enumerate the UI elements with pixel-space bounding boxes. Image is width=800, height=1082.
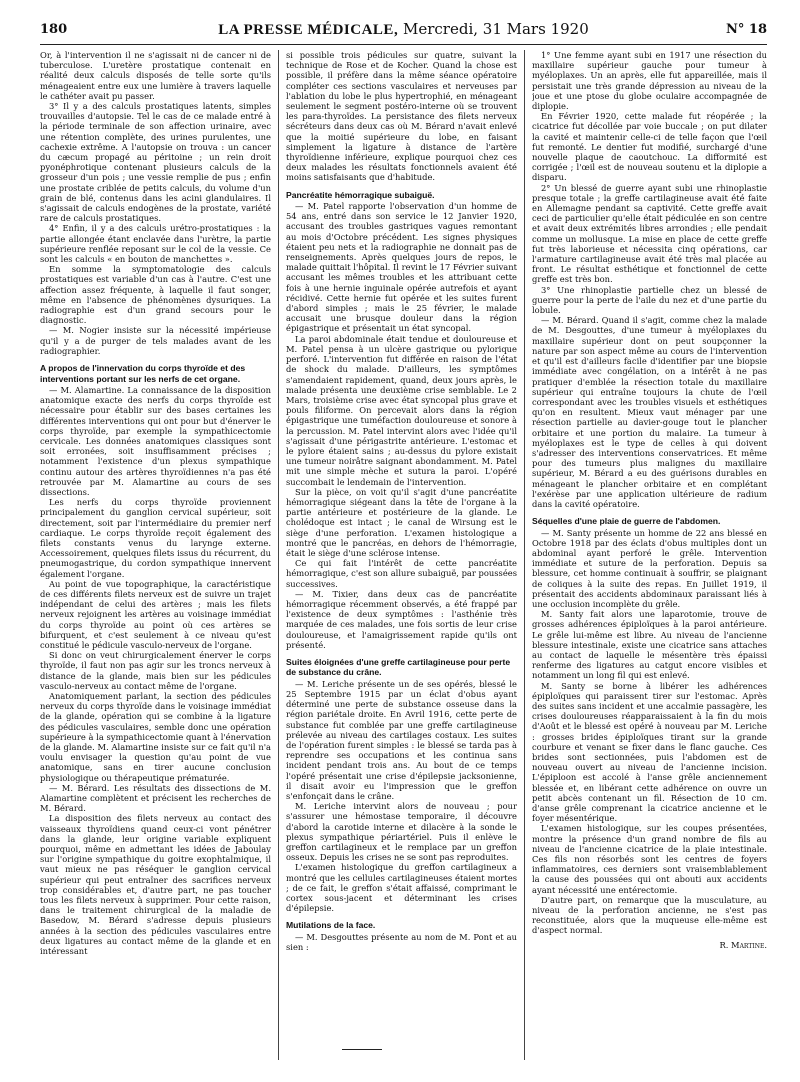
- issue-date: Mercredi, 31 Mars 1920: [402, 20, 589, 38]
- section-heading: A propos de l'innervation du corps thyroïde et des interventions portant sur les nerfs de cet organe.: [40, 363, 246, 384]
- paragraph: Or, à l'intervention il ne s'agissait ni de cancer ni de tuberculose. L'uretère prostatique contenait en réalité deux calculs disposés de telle sorte qu'ils ménageaient entre eux une lumière à travers laquelle le cathéter avait pu passer.: [40, 50, 271, 101]
- paragraph: 3° Il y a des calculs prostatiques latents, simples trouvailles d'autopsie. Tel le cas de ce malade entré à la période terminale de son affection urinaire, avec une rétention complète, des urines purulentes, une cachexie extrême. A l'autopsie on trouva : un cancer du cæcum propagé au péritoine ; un rein droit pyonéphrotique contenant plusieurs calculs de la grosseur d'un pois ; une vessie remplie de pus ; enfin une prostate criblée de petits calculs, du volume d'un grain de blé, contenus dans les acini glandulaires. Il s'agissait de calculs endogènes de la prostate, variété rare de calculs prostatiques.: [40, 101, 271, 224]
- paragraph: — M. Bérard. Les résultats des dissections de M. Alamartine complètent et précisent les recherches de M. Bérard.: [40, 782, 271, 814]
- column-divider: [524, 50, 525, 1060]
- end-rule: [342, 1049, 382, 1050]
- paragraph: — M. Leriche présente un de ses opérés, blessé le 25 Septembre 1915 par un éclat d'obus ayant déterminé une perte de substance osseuse dans la région pariétale droite. En Avril 1916, cette perte de substance fut comblée par une greffe cartilagineuse prélevée au niveau des cartilages costaux. Les suites de l'opération furent simples : le blessé se tarda pas à reprendre ses occupations et les continua sans incident pendant trois ans. Au bout de ce temps l'opéré présentait une crise d'épilepsie jacksonienne, il disait avoir eu l'impression que le greffon s'enfonçait dans le crâne.: [286, 678, 517, 802]
- section-heading: Séquelles d'une plaie de guerre de l'abdomen.: [532, 516, 721, 527]
- column-3: [532, 50, 767, 1060]
- paragraph: Ce qui fait l'intérêt de cette pancréatite hémorragique, c'est son allure subaiguë, par poussées successives.: [286, 558, 517, 589]
- paragraph: — M. Nogier insiste sur la nécessité impérieuse qu'il y a de purger de tels malades avant de les radiographier.: [40, 325, 271, 356]
- section-heading: Mutilations de la face.: [286, 920, 376, 931]
- paragraph: Les nerfs du corps thyroïde proviennent principalement du ganglion cervical supérieur, soit directement, soit par l'intermédiaire du premier nerf cardiaque. Le corps thyroïde reçoit également des filets constants venus du larynge externe. Accessoirement, quelques filets issus du récurrent, du pneumogastrique, du cordon sympathique innervent également l'organe.: [40, 497, 271, 579]
- paragraph: Si donc on veut chirurgicalement énerver le corps thyroïde, il faut non pas agir sur les troncs nerveux à distance de la glande, mais bien sur les pédicules vasculo-nerveux au contact même de l'organe.: [40, 650, 271, 691]
- journal-name: LA PRESSE MÉDICALE,: [218, 22, 399, 38]
- paragraph: M. Santy se borne à libérer les adhérences épiploïques qui paraissent tirer sur l'estomac. Après des suites sans incident et une accalmie passagère, les crises douloureuses réapparaissaient à la fin du mois d'Août et le blessé est opéré à nouveau par M. Leriche : grosses brides épiploïques tirant sur la grande courbure et venant se fixer dans le flanc gauche. Ces brides sont sectionnées, puis l'abdomen est de nouveau ouvert au niveau de l'ancienne incision. L'épiploon est accolé à l'anse grêle anciennement blessée et, en libérant cette adhérence on ouvre un petit abcès contenant un fil. Résection de 10 cm. d'anse grêle comprenant la cicatrice ancienne et le foyer mésentérique.: [532, 680, 767, 824]
- paragraph: M. Leriche intervint alors de nouveau ; pour s'assurer une hémostase temporaire, il découvre d'abord la carotide interne et dilacère à la sonde le plexus sympathique périartériel. Puis il enlève le greffon cartilagineux et le remplace par un greffon osseux. Depuis les crises ne se sont pas reproduites.: [286, 801, 517, 863]
- paragraph: Anatomiquement parlant, la section des pédicules nerveux du corps thyroïde dans le voisinage immédiat de la glande, opération qui se combine à la ligature des pédicules vasculaires, semble donc une opération supérieure à la sympathicectomie quant à l'énervation de la glande. M. Alamartine insiste sur ce fait qu'il n'a voulu envisager la question qu'au point de vue anatomique, sans en tirer aucune conclusion physiologique ou thérapeutique prématurée.: [40, 691, 271, 783]
- paragraph: En Février 1920, cette malade fut réopérée ; la cicatrice fut décollée par voie buccale ; on put dilater la cavité et maintenir celle-ci de telle façon que l'œil fut remonté. Le dentier fut modifié, surchargé d'une nouvelle plaque de caoutchouc. La difformité est corrigée ; l'œil est de nouveau soutenu et la diplopie a disparu.: [532, 111, 767, 183]
- author-signature: R. Martine.: [719, 939, 767, 950]
- page-number: 180: [40, 22, 68, 37]
- section-heading: Pancréatite hémorragique subaiguë.: [286, 189, 435, 200]
- paragraph: D'autre part, on remarque que la musculature, au niveau de la perforation ancienne, ne s'est pas reconstituée, alors que la muqueuse elle-même est d'aspect normal.: [532, 894, 767, 936]
- paragraph: — M. Alamartine. La connaissance de la disposition anatomique exacte des nerfs du corps thyroïde est nécessaire pour établir sur des bases certaines les différentes interventions qui ont pour but d'énerver le corps thyroïde, par exemple la sympathicectomie cervicale. Les données anatomiques classiques sont soit erronées, soit insuffisamment précises ; notamment l'existence d'un plexus sympathique continu autour des artères thyroïdiennes n'a pas été retrouvée par M. Alamartine au cours de ses dissections.: [40, 384, 271, 497]
- paragraph: — M. Desgouttes présente au nom de M. Pont et au sien :: [286, 931, 517, 953]
- paragraph: M. Santy fait alors une laparotomie, trouve de grosses adhérences épiploïques à la paroi antérieure. Le grêle lui-même est libre. Au niveau de l'ancienne blessure intestinale, existe une cicatrice sans attaches au contact de laquelle le mésentère très épaissi renferme des ligatures au catgut encore visibles et notamment un long fil qui est enlevé.: [532, 609, 767, 681]
- paragraph: — M. Bérard. Quand il s'agit, comme chez la malade de M. Desgouttes, d'une tumeur à myéloplaxes du maxillaire supérieur dont on peut soupçonner la nature par son aspect même au cours de l'intervention et qu'il est d'ailleurs facile d'identifier par une biopsie immédiate avec congélation, on a intérêt à ne pas pratiquer d'emblée la résection totale du maxillaire supérieur qui entraîne toujours la chute de l'œil correspondant avec les troubles visuels et esthétiques qu'on en resultent. Mieux vaut ménager par une résection partielle au davier-gouge tout le plancher orbitaire et une portion du malaire. La tumeur à myéloplaxes est le type de celles à qui doivent s'adresser des interventions conservatrices. Et même pour des tumeurs plus malignes du maxillaire supérieur, M. Bérard a eu des guérisons durables en ménageant le plancher orbitaire et en complétant l'exérèse par une application ultérieure de radium dans la cavité opératoire.: [532, 315, 767, 509]
- journal-title-line: [40, 20, 767, 39]
- paragraph: 4° Enfin, il y a des calculs urétro-prostatiques : la partie allongée étant enclavée dans l'urètre, la partie supérieure renflée reposant sur le col de la vessie. Ce sont les calculs « en bouton de manchettes ».: [40, 223, 271, 265]
- newspaper-page: [40, 20, 767, 1065]
- column-1: [40, 50, 271, 1060]
- column-divider: [278, 50, 279, 1060]
- section-heading: Suites éloignées d'une greffe cartilagineuse pour perte de substance du crâne.: [286, 656, 511, 678]
- header-rule: [40, 44, 767, 45]
- paragraph: 3° Une rhinoplastie partielle chez un blessé de guerre pour la perte de l'aile du nez et d'une partie du lobule.: [532, 284, 767, 316]
- paragraph: Sur la pièce, on voit qu'il s'agit d'une pancréatite hémorragique siégeant dans la tête de l'organe à la partie antérieure et postérieure de la glande. Le cholédoque est intact ; le canal de Wirsung est le siège d'une perforation. L'examen histologique a montré que le pancréas, en dehors de l'hémorragie, était le siège d'une sclérose intense.: [286, 486, 517, 558]
- paragraph: La disposition des filets nerveux au contact des vaisseaux thyroïdiens quand ceux-ci vont pénétrer dans la glande, leur origine variable expliquent pourquoi, même en admettant les idées de Jaboulay sur l'origine sympathique du goitre exophtalmique, il vaut mieux ne pas réséquer le ganglion cervical supérieur qui peut entraîner des sacrifices nerveux trop considérables et, d'autre part, ne pas toucher tous les filets nerveux à supprimer. Pour cette raison, dans le traitement chirurgical de la maladie de Basedow, M. Bérard s'adresse depuis plusieurs années à la section des pédicules vasculaires entre deux ligatures au contact même de la glande et en intéressant: [40, 813, 271, 957]
- paragraph: Au point de vue topographique, la caractéristique de ces différents filets nerveux est de suivre un trajet indépendant de celui des artères ; mais les filets nerveux rejoignent les artères au voisinage immédiat du corps thyroïde au point où ces artères se bifurquent, et c'est seulement à ce niveau qu'est constitué le pédicule vasculo-nerveux de l'organe.: [40, 578, 271, 650]
- paragraph: En somme la symptomatologie des calculs prostatiques est variable d'un cas à l'autre. C'est une affection assez fréquente, à laquelle il faut songer, même en l'absence de phénomènes dysuriques. La radiographie est d'un grand secours pour le diagnostic.: [40, 264, 271, 326]
- paragraph: si possible trois pédicules sur quatre, suivant la technique de Rose et de Kocher. Quand la chose est possible, il préfère dans la même séance opératoire compléter ces sections vasculaires et nerveuses par l'ablation du lobe le plus hypertrophié, en ménageant seulement le segment postéro-interne où se trouvent les para-thyroïdes. La persistance des filets nerveux sécréteurs dans deux cas où M. Bérard n'avait enlevé que la moitié supérieure du lobe, en faisant simplement la ligature à distance de l'artère thyroïdienne inférieure, explique pourquoi chez ces deux malades les résultats fonctionnels avaient été moins satisfaisants que d'habitude.: [286, 50, 517, 183]
- paragraph: 2° Un blessé de guerre ayant subi une rhinoplastie presque totale ; la greffe cartilagineuse avait été faite en Allemagne pendant sa captivité. Cette greffe avait ceci de particulier qu'elle était pédiculée en son centre et avait deux extrémités libres arrondies ; elle pendait comme un mollusque. La mise en place de cette greffe fut très laborieuse et nécessita cinq opérations, car l'armature cartilagineuse avait été très mal placée au front. Le résultat esthétique et fonctionnel de cette greffe est très bon.: [532, 182, 767, 285]
- paragraph: L'examen histologique, sur les coupes présentées, montre la présence d'un grand nombre de fils au niveau de l'ancienne cicatrice de la plaie intestinale. Ces fils non résorbés sont les centres de foyers inflammatoires, ces derniers sont vraisemblablement la cause des poussées qui ont abouti aux accidents ayant nécessité une entérectomie.: [532, 823, 767, 895]
- paragraph: — M. Tixier, dans deux cas de pancréatite hémorragique récemment observés, a été frappé par l'existence de deux symptômes : l'asthénie très marquée de ces malades, une fois sortis de leur crise douloureuse, et l'amaigrissement rapide qu'ils ont présenté.: [286, 588, 517, 650]
- page-header: [40, 20, 767, 42]
- paragraph: La paroi abdominale était tendue et douloureuse et M. Patel pensa à un ulcère gastrique ou pylorique perforé. L'intervention fut différée en raison de l'état de shock du malade. D'ailleurs, les symptômes s'amendaient rapidement, quand, deux jours après, le malade présenta une deuxième crise semblable. Le 2 Mars, troisième crise avec état syncopal plus grave et pouls filiforme. On percevait alors dans la région épigastrique une tuméfaction douloureuse et sonore à la percussion. M. Patel intervint alors avec l'idée qu'il s'agissait d'une périgastrite antérieure. L'estomac et le pylore étaient sains ; au-dessus du pylore existait une tumeur noirâtre saignant abondamment. M. Patel mit une simple mèche et sutura la paroi. L'opéré succombait le lendemain de l'intervention.: [286, 333, 517, 487]
- column-2: [286, 50, 517, 1060]
- issue-number: N° 18: [726, 22, 767, 37]
- paragraph: — M. Santy présente un homme de 22 ans blessé en Octobre 1918 par des éclats d'obus multiples dont un abdominal ayant perforé le grêle. Intervention immédiate et suture de la perforation. Depuis sa blessure, cet homme continuait à souffrir, se plaignant de coliques à la suite des repas. En Juillet 1919, il présentait des accidents abdominaux paraissant liés à une occlusion incomplète du grêle.: [532, 527, 767, 609]
- paragraph: L'examen histologique du greffon cartilagineux a montré que les cellules cartilagineuses étaient mortes ; de ce fait, le greffon s'était affaissé, comprimant le cortex sous-jacent et déterminant les crises d'épilepsie.: [286, 862, 517, 914]
- paragraph: 1° Une femme ayant subi en 1917 une résection du maxillaire supérieur gauche pour tumeur à myéloplaxes. Un an après, elle fut appareillée, mais il persistait une très grande dépression au niveau de la joue et une ptose du globe oculaire accompagnée de diplopie.: [532, 50, 767, 112]
- paragraph: — M. Patel rapporte l'observation d'un homme de 54 ans, entré dans son service le 12 Janvier 1920, accusant des troubles gastriques vagues remontant au mois d'Octobre précédent. Les signes physiques étaient peu nets et la radiographie ne donnait pas de renseignements. Après quelques jours de repos, le malade quittait l'hôpital. Il revint le 17 Février suivant accusant les mêmes troubles et les attribuant cette fois à une hernie inguinale opérée autrefois et ayant récidivé. Cette hernie fut opérée et les suites furent d'abord simples ; mais le 25 février, le malade accusait une brusque douleur dans la région épigastrique et présentait un état syncopal.: [286, 201, 517, 334]
